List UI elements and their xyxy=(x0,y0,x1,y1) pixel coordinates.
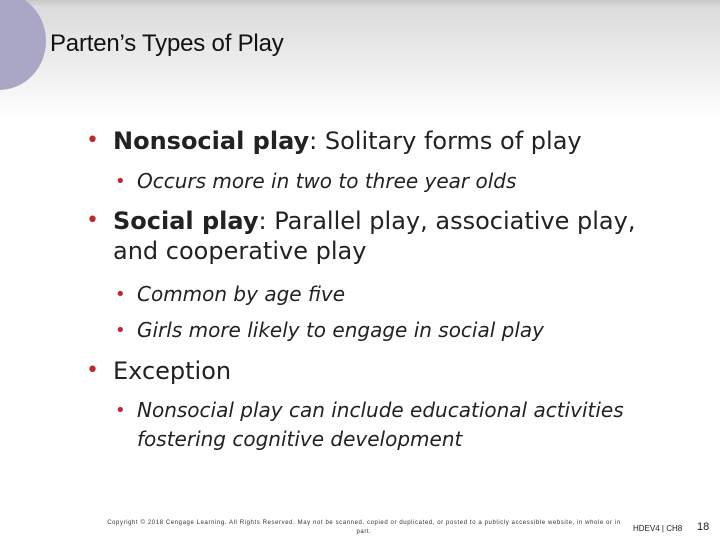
sub-bullet xyxy=(115,167,697,196)
sub-bullet xyxy=(115,396,697,454)
bullet-dot-icon: • xyxy=(115,171,126,192)
bullet-dot-icon: • xyxy=(115,320,126,341)
bullet-dot-icon: • xyxy=(115,284,126,305)
bullet-nonsocial-play xyxy=(86,126,693,156)
sub-bullet-text: Occurs more in two to three year olds xyxy=(137,169,517,193)
page-title: Parten’s Types of Play xyxy=(50,30,284,57)
sub-bullet-text: Common by age five xyxy=(137,282,345,306)
title-band xyxy=(0,0,720,118)
bullet-exception xyxy=(86,356,693,386)
sub-bullet xyxy=(115,280,697,309)
sub-bullet-text: Nonsocial play can include educational activities fostering cognitive development xyxy=(137,398,624,451)
bullet-social-play xyxy=(86,206,673,266)
footer-copyright: Copyright © 2018 Cengage Learning. All Rights Reserved. May not be scanned, copied or duplicated, or posted to a publicly accessible website, in whole or in part. xyxy=(107,520,621,535)
title-band-top-line xyxy=(0,0,720,6)
sub-bullet-text: Girls more likely to engage in social play xyxy=(137,318,545,342)
bullet-dot-icon: • xyxy=(115,400,126,421)
bullet-dot-icon: • xyxy=(86,208,99,233)
bullet-text: Exception xyxy=(113,357,232,385)
bullet-term: Nonsocial play xyxy=(113,127,310,155)
bullet-text: : Parallel play, associative play, and cooperative play xyxy=(113,207,636,265)
footer-course-code: HDEV4 | CH8 xyxy=(633,524,683,533)
bullet-term: Social play xyxy=(113,207,259,235)
sub-bullet xyxy=(115,316,697,345)
bullet-text: : Solitary forms of play xyxy=(309,127,582,155)
bullet-dot-icon: • xyxy=(86,128,99,153)
page-number: 18 xyxy=(697,521,710,533)
bullet-dot-icon: • xyxy=(86,358,99,383)
